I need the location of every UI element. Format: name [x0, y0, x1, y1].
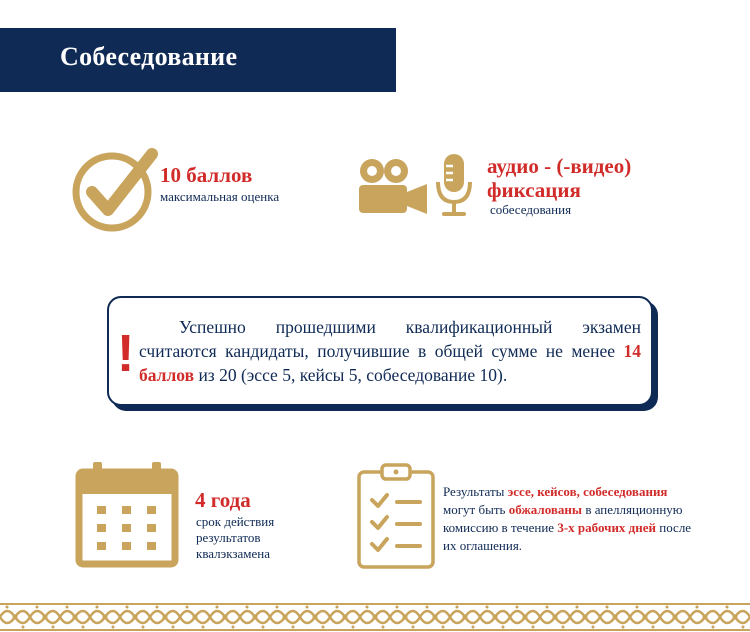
appeal-highlight-1: эссе, кейсов, собеседования: [507, 484, 668, 499]
title-bar: [0, 28, 396, 92]
appeal-part-1: Результаты: [443, 484, 508, 499]
recording-line1: аудио - (-видео): [487, 154, 632, 178]
max-score-caption: максимальная оценка: [160, 189, 280, 204]
clipboard-checklist-icon: [356, 462, 436, 570]
appeal-part-4: после их оглашения.: [443, 520, 692, 553]
validity-caption-1: срок действия: [196, 514, 275, 529]
recording-caption: собеседования: [490, 202, 572, 217]
notice-text: [139, 315, 641, 387]
notice-box: [107, 296, 653, 406]
notice-text-before: Успешно прошедшими квалификационный экзамен считаются кандидаты, получившие в общей сумме не менее: [139, 317, 641, 361]
checkmark-icon: [70, 148, 160, 236]
validity-value: 4 года: [195, 488, 251, 512]
exclamation-icon: !: [117, 325, 135, 383]
calendar-icon: [75, 460, 179, 568]
appeal-highlight-3: 3-х рабочих дней: [557, 520, 657, 535]
microphone-icon: [434, 152, 474, 218]
appeal-highlight-2: обжалованы: [508, 502, 583, 517]
appeal-part-2: могут быть: [443, 502, 509, 517]
max-score-value: 10 баллов: [160, 163, 253, 187]
page-title: Собеседование: [60, 42, 238, 71]
validity-caption-3: квалэкзамена: [196, 546, 271, 561]
notice-text-after: из 20 (эссе 5, кейсы 5, собеседование 10).: [194, 365, 508, 385]
recording-line2: фиксация: [487, 178, 581, 202]
ornament-border: [0, 602, 750, 632]
appeal-part-3: в апелляционную комиссию в течение: [443, 502, 683, 535]
video-camera-icon: [357, 158, 429, 214]
validity-caption-2: результатов: [196, 530, 261, 545]
appeal-text: [443, 483, 693, 555]
notice-highlight: 14 баллов: [139, 341, 641, 385]
